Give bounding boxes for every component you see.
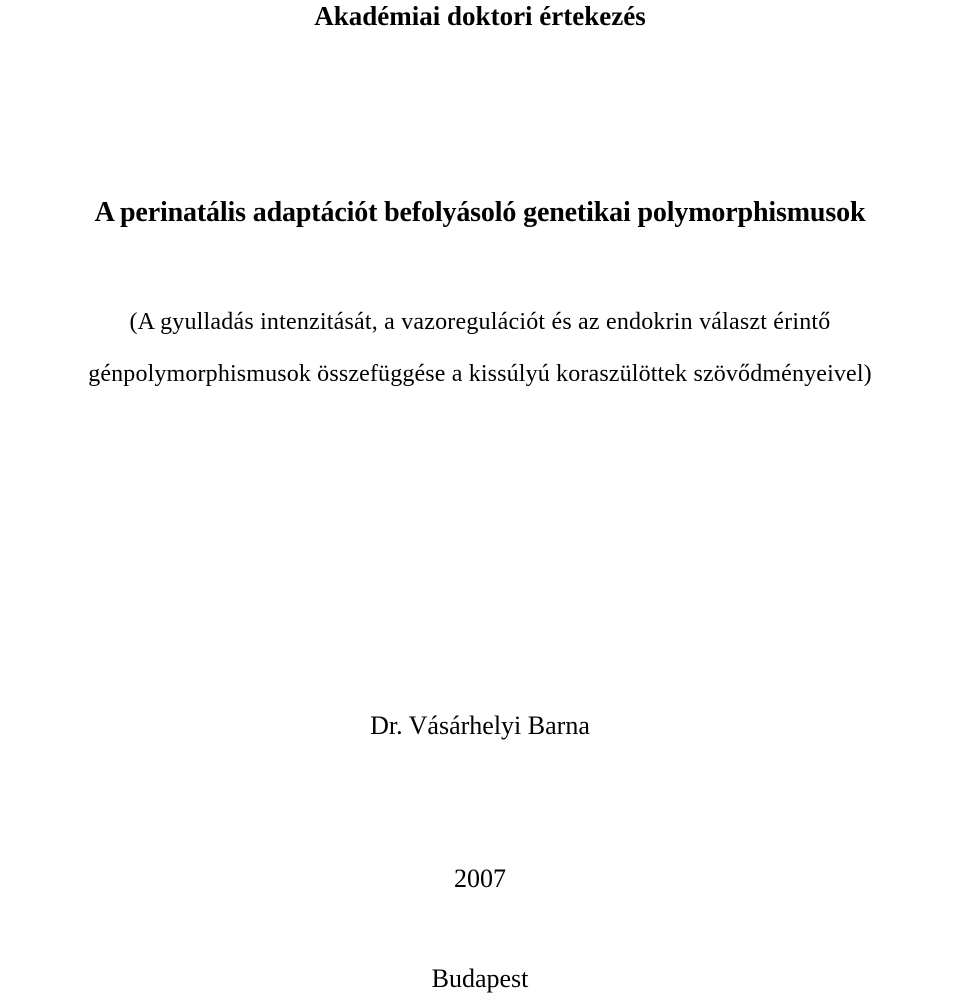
author-name: Dr. Vásárhelyi Barna — [370, 711, 590, 740]
publication-place: Budapest — [431, 964, 529, 993]
subtitle-line-1: (A gyulladás intenzitását, a vazoregulációt és az endokrin választ érintő — [129, 309, 831, 335]
subtitle-line-2: génpolymorphismusok összefüggése a kissúlyú koraszülöttek szövődményeivel) — [88, 361, 872, 387]
document-type-heading: Akadémiai doktori értekezés — [314, 1, 646, 31]
document-title: A perinatális adaptációt befolyásoló genetikai polymorphismusok — [94, 197, 866, 228]
publication-year: 2007 — [454, 864, 506, 893]
